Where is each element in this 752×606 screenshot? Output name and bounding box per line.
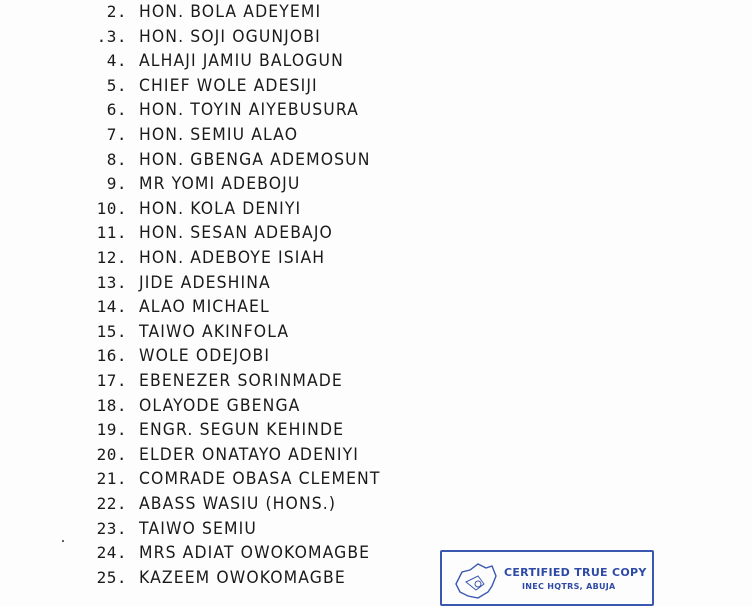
list-item [0, 418, 752, 442]
list-item [0, 394, 752, 418]
list-item [0, 320, 752, 344]
stamp-subtitle: INEC HQTRS, ABUJA [522, 582, 616, 591]
item-number: 17. [96, 371, 127, 390]
item-number: 2. [106, 2, 127, 21]
list-item [0, 25, 752, 49]
list-item [0, 172, 752, 196]
item-number: 25. [96, 567, 127, 587]
item-name: KAZEEM OWOKOMAGBE [139, 567, 346, 588]
item-name: ABASS WASIU (HONS.) [139, 494, 337, 514]
item-name: HON. ADEBOYE ISIAH [139, 248, 326, 268]
item-number: 21. [96, 469, 127, 489]
item-number: 18. [96, 395, 127, 415]
item-name: HON. KOLA DENIYI [139, 198, 302, 219]
item-name: HON. SESAN ADEBAJO [139, 223, 333, 244]
item-name: HON. GBENGA ADEMOSUN [139, 149, 371, 170]
list-item [0, 197, 752, 221]
item-number: 9. [106, 174, 127, 194]
item-name: HON. TOYIN AIYEBUSURA [139, 100, 359, 121]
list-item [0, 98, 752, 122]
list-item [0, 0, 752, 24]
item-number: 10. [96, 198, 127, 218]
item-name: OLAYODE GBENGA [139, 395, 301, 416]
list-item [0, 369, 752, 393]
list-item [0, 148, 752, 172]
item-number: 19. [96, 420, 127, 440]
item-number: 22. [96, 494, 127, 513]
item-number: .3. [96, 26, 127, 46]
list-item [0, 295, 752, 319]
list-item [0, 49, 752, 73]
item-name: TAIWO SEMIU [139, 518, 257, 539]
item-number: 23. [96, 518, 127, 538]
item-name: COMRADE OBASA CLEMENT [139, 469, 381, 490]
item-name: ELDER ONATAYO ADENIYI [139, 444, 359, 465]
item-number: 12. [96, 248, 127, 267]
scan-speck [62, 540, 64, 542]
item-number: 13. [96, 272, 127, 292]
item-name: EBENEZER SORINMADE [139, 371, 343, 391]
item-name: HON. SEMIU ALAO [139, 125, 299, 145]
item-name: JIDE ADESHINA [139, 272, 271, 293]
list-item [0, 344, 752, 368]
list-item [0, 74, 752, 98]
item-number: 20. [96, 444, 127, 464]
certified-true-copy-stamp [440, 550, 654, 606]
item-name: ALHAJI JAMIU BALOGUN [139, 51, 344, 72]
list-item [0, 123, 752, 147]
item-name: ALAO MICHAEL [139, 297, 270, 318]
item-number: 4. [106, 51, 127, 71]
item-name: HON. SOJI OGUNJOBI [139, 26, 321, 47]
item-name: ENGR. SEGUN KEHINDE [139, 420, 345, 441]
list-item [0, 517, 752, 541]
item-number: 14. [96, 297, 127, 317]
list-item [0, 467, 752, 491]
item-number: 24. [96, 543, 127, 563]
item-number: 7. [106, 125, 127, 144]
item-number: 11. [96, 223, 127, 243]
item-name: WOLE ODEJOBI [139, 346, 271, 367]
list-item [0, 271, 752, 295]
list-item [0, 492, 752, 516]
item-name: HON. BOLA ADEYEMI [139, 2, 322, 22]
item-number: 16. [96, 346, 127, 366]
item-name: MR YOMI ADEBOJU [139, 174, 301, 195]
item-name: MRS ADIAT OWOKOMAGBE [139, 543, 371, 564]
item-number: 8. [106, 149, 127, 169]
item-number: 6. [106, 100, 127, 120]
item-number: 5. [106, 75, 127, 95]
list-item [0, 443, 752, 467]
list-item [0, 246, 752, 270]
list-item [0, 221, 752, 245]
item-name: TAIWO AKINFOLA [139, 321, 290, 342]
inec-map-logo-icon [448, 558, 502, 606]
item-number: 15. [96, 321, 127, 341]
item-name: CHIEF WOLE ADESIJI [139, 75, 318, 96]
stamp-title: CERTIFIED TRUE COPY [504, 566, 647, 579]
